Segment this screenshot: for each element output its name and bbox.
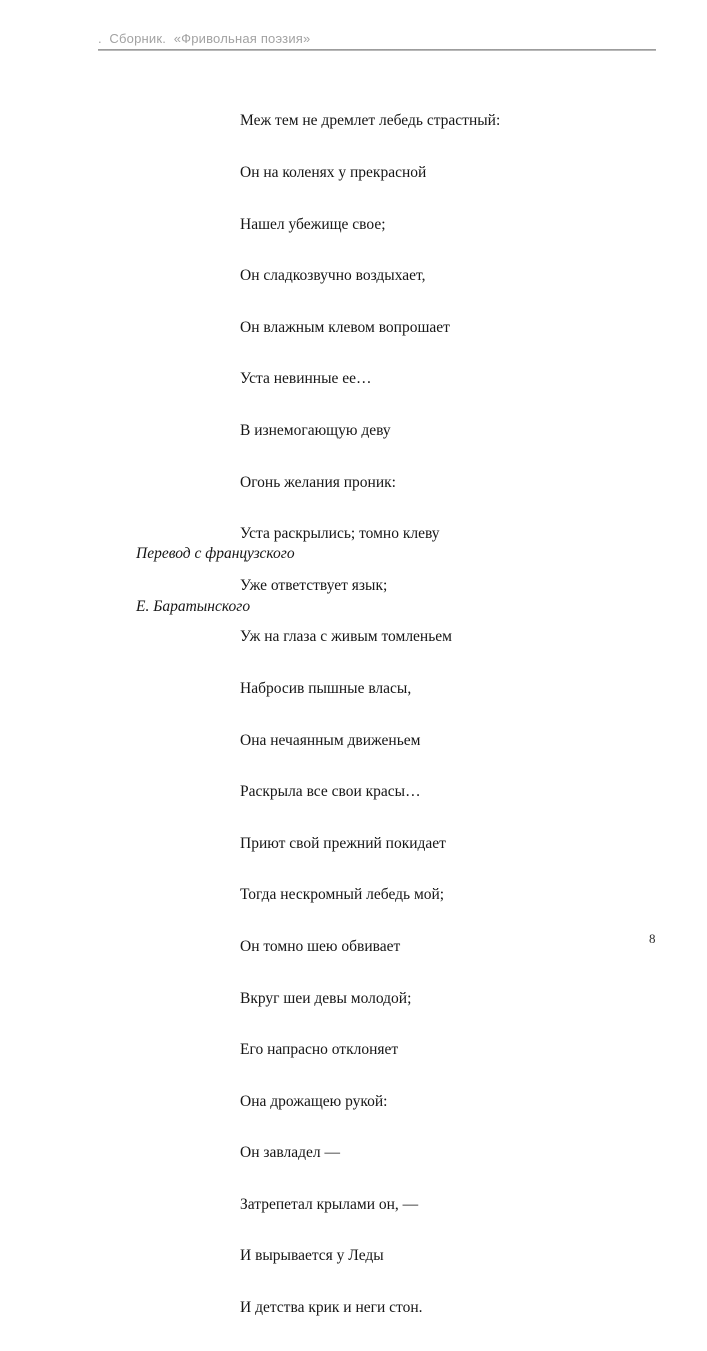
poem-line: Раскрыла все свои красы… (240, 783, 421, 801)
poem-line: Меж тем не дремлет лебедь страстный: (240, 112, 501, 130)
poem-line: И вырывается у Леды (240, 1247, 384, 1265)
poem-line: Его напрасно отклоняет (240, 1041, 399, 1059)
poem-line: Она дрожащею рукой: (240, 1092, 388, 1110)
poem-block (240, 78, 500, 1351)
poem-line: Он завладел — (240, 1144, 340, 1162)
poem-line: Он влажным клевом вопрошает (240, 318, 450, 336)
poem-line: Затрепетал крылами он, — (240, 1195, 419, 1213)
header-rule (98, 49, 656, 51)
poem-line: Уста невинные ее… (240, 370, 372, 388)
poem-line: В изнемогающую деву (240, 421, 391, 439)
poem-line: Вкруг шеи девы молодой; (240, 989, 412, 1007)
poem-line: Набросив пышные власы, (240, 679, 412, 697)
poem-line: Приют свой прежний покидает (240, 834, 446, 852)
poem-line: Он на коленях у прекрасной (240, 164, 427, 181)
poem-line: Уста раскрылись; томно клеву (240, 525, 440, 543)
poem-line: Он сладкозвучно воздыхает, (240, 267, 426, 285)
page-number: 8 (649, 931, 656, 946)
poem-line: И детства крик и неги стон. (240, 1299, 423, 1317)
poem-line: Уже ответствует язык; (240, 576, 388, 594)
running-header: . Сборник. «Фривольная поэзия» (98, 31, 311, 46)
attribution-line: Е. Баратынского (136, 597, 251, 615)
attribution-line: Перевод с французского (136, 545, 295, 562)
poem-line: Нашел убежище свое; (240, 215, 386, 233)
translation-attribution (136, 510, 295, 650)
poem-line: Уж на глаза с живым томленьем (240, 628, 452, 646)
poem-line: Она нечаянным движеньем (240, 731, 421, 749)
poem-line: Тогда нескромный лебедь мой; (240, 886, 445, 904)
poem-line: Огонь желания проник: (240, 473, 396, 491)
poem-line: Он томно шею обвивает (240, 937, 401, 955)
